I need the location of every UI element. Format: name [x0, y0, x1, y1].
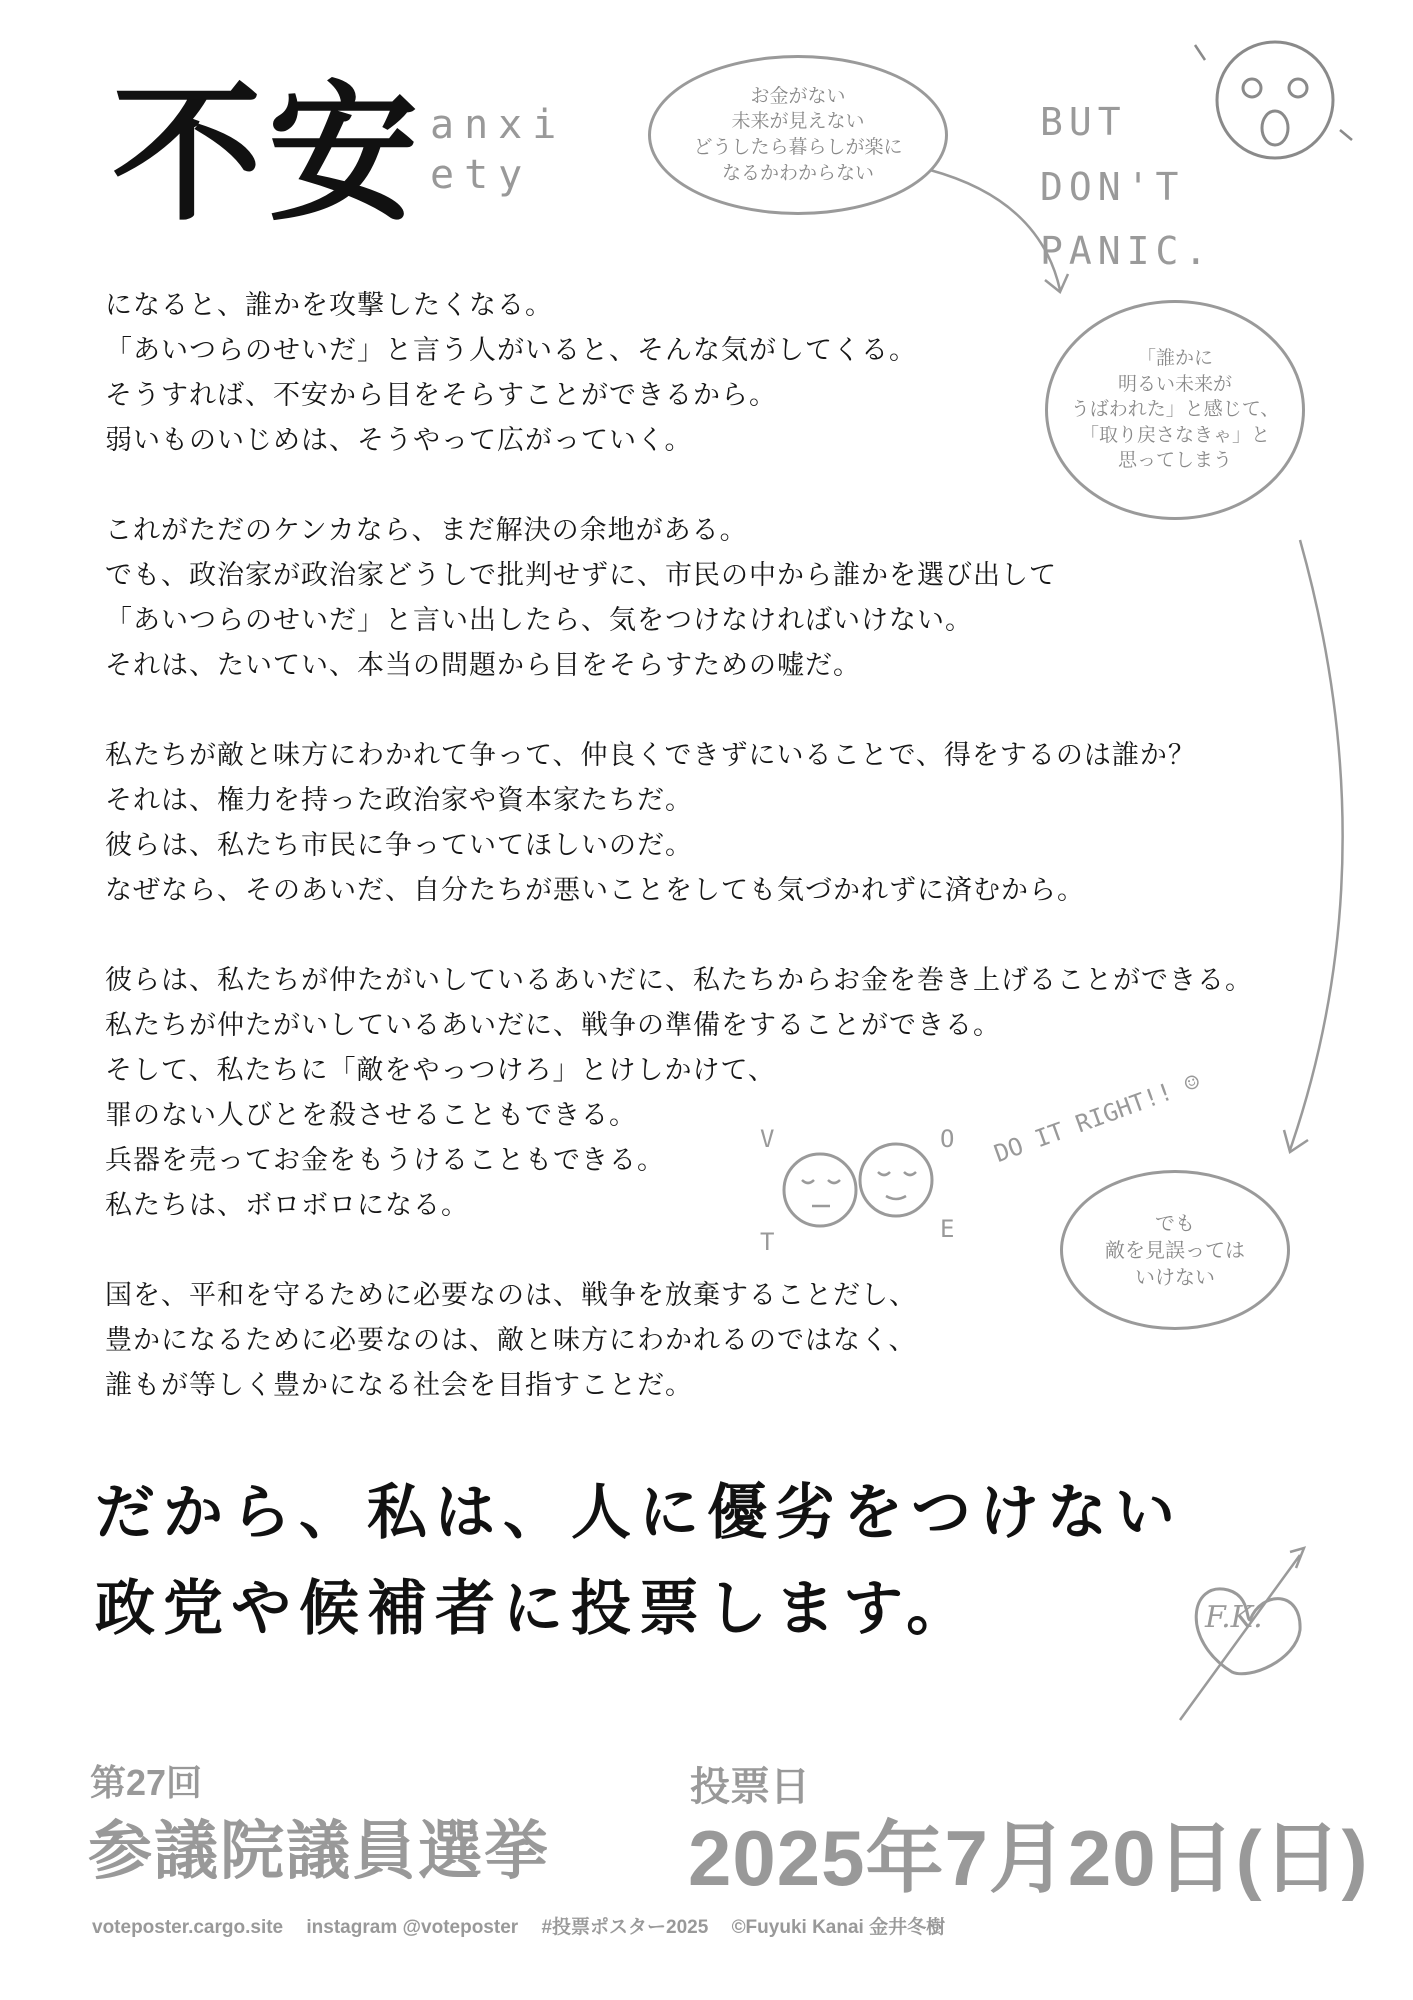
body-line: 国を、平和を守るために必要なのは、戦争を放棄することだし、: [105, 1280, 917, 1311]
vote-day-label: 投票日: [690, 1765, 810, 1809]
vote-letter-v: V: [760, 1125, 775, 1153]
headline-line-2: 政党や候補者に投票します。: [95, 1574, 975, 1644]
paragraph-2: [105, 508, 1335, 688]
body-line: そうすれば、不安から目をそらすことができるから。: [105, 380, 777, 411]
body-line: 彼らは、私たちが仲たがいしているあいだに、私たちからお金を巻き上げることができる。: [105, 965, 1253, 996]
bubble-bottom-line: いけない: [1135, 1264, 1215, 1289]
bubble-middle-line: 「取り戻さなきゃ」と: [1079, 423, 1270, 446]
body-line: そして、私たちに「敵をやっつけろ」とけしかけて、: [105, 1055, 776, 1086]
body-line: それは、たいてい、本当の問題から目をそらすための嘘だ。: [105, 650, 861, 681]
body-line: 豊かになるために必要なのは、敵と味方にわかれるのではなく、: [105, 1325, 917, 1356]
body-line: これがただのケンカなら、まだ解決の余地がある。: [105, 515, 748, 546]
vote-date: 2025年7月20日(日): [688, 1814, 1369, 1902]
paragraph-1: [105, 283, 1335, 463]
bubble-top-line: なるかわからない: [721, 161, 874, 184]
credit-hashtag[interactable]: #投票ポスター2025: [541, 1917, 709, 1938]
vote-letter-t: T: [760, 1228, 775, 1256]
body-line: それは、権力を持った政治家や資本家たちだ。: [105, 785, 693, 816]
body-line: 私たちが敵と味方にわかれて争って、仲良くできずにいることで、得をするのは誰か？: [105, 740, 1196, 771]
body-line: 彼らは、私たち市民に争っていてほしいのだ。: [105, 830, 693, 861]
do-it-right: DO IT RIGHT!! ☺: [990, 1067, 1204, 1168]
vote-letter-e: E: [940, 1215, 955, 1243]
thought-bubble-bottom: [1060, 1170, 1290, 1330]
body-line: 兵器を売ってお金をもうけることもできる。: [105, 1145, 665, 1176]
bubble-top-line: お金がない: [750, 84, 846, 107]
body-line: 「あいつらのせいだ」と言う人がいると、そんな気がしてくる。: [105, 335, 917, 366]
body-line: 「あいつらのせいだ」と言い出したら、気をつけなければいけない。: [105, 605, 973, 636]
body-line: 罪のない人びとを殺させることもできる。: [105, 1100, 637, 1131]
paragraph-3: [105, 733, 1335, 913]
body-line: 弱いものいじめは、そうやって広がっていく。: [105, 425, 693, 456]
vote-letter-o: O: [940, 1125, 955, 1153]
body-line: でも、政治家が政治家どうしで批判せずに、市民の中から誰かを選び出して: [105, 560, 1057, 591]
body-line: 私たちが仲たがいしているあいだに、戦争の準備をすることができる。: [105, 1010, 1001, 1041]
election-number: 第27回: [90, 1762, 203, 1803]
body-line: 私たちは、ボロボロになる。: [105, 1190, 469, 1221]
bubble-bottom-line: でも: [1155, 1210, 1195, 1235]
body-line: 誰もが等しく豊かになる社会を目指すことだ。: [105, 1370, 693, 1401]
but-dont-panic-line: PANIC.: [1040, 229, 1214, 274]
headline: [95, 1465, 1183, 1657]
english-subtitle-line-1: anxi: [430, 102, 567, 148]
election-name: 参議院議員選挙: [88, 1815, 550, 1887]
credit-website[interactable]: voteposter.cargo.site: [92, 1917, 284, 1938]
body-line: になると、誰かを攻撃したくなる。: [105, 290, 553, 321]
english-subtitle-line-2: ety: [430, 152, 533, 198]
bubble-bottom-line: 敵を見誤っては: [1105, 1237, 1245, 1262]
bubble-middle-line: 明るい未来が: [1117, 372, 1232, 395]
surprised-face-icon: [1195, 42, 1352, 158]
but-dont-panic-line: BUT: [1040, 100, 1127, 144]
credit-instagram[interactable]: instagram @voteposter: [306, 1917, 519, 1938]
headline-line-1: だから、私は、人に優劣をつけない: [95, 1478, 1183, 1548]
bubble-middle-line: 「誰かに: [1136, 346, 1213, 369]
signature: F.K.: [1205, 1600, 1263, 1635]
but-dont-panic-line: DON'T: [1040, 164, 1185, 209]
credits: [92, 1912, 963, 1939]
but-dont-panic: [1040, 90, 1213, 284]
bubble-middle-line: 思ってしまう: [1117, 449, 1232, 472]
body-line: なぜなら、そのあいだ、自分たちが悪いことをしても気づかれずに済むから。: [105, 875, 1085, 906]
bubble-middle-line: うばわれた」と感じて、: [1070, 398, 1280, 421]
bubble-top-line: どうしたら暮らしが楽に: [693, 136, 903, 158]
page-title: 不安: [112, 68, 425, 242]
credit-copyright: ©Fuyuki Kanai 金井冬樹: [731, 1917, 946, 1938]
english-subtitle: [430, 100, 566, 200]
bubble-top-line: 未来が見えない: [731, 110, 865, 133]
thought-bubble-top: [648, 55, 948, 215]
